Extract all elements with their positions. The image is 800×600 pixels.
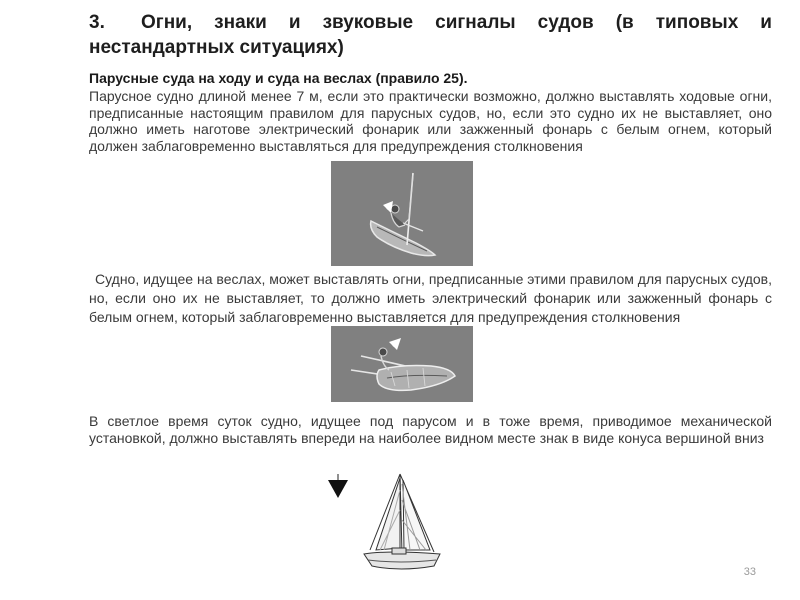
paragraph-rowing-boat: Судно, идущее на веслах, может выставлять огни, предписанные этими правилом для парусных судов, но, если оно их не выставляет, то должно иметь электрический фонарик или зажженный фонарь с белым огнем, который заблаговременно выставляется для предупреждения столкновения <box>89 271 772 325</box>
rule-subheading: Парусные суда на ходу и суда на веслах (правило 25). <box>89 70 468 86</box>
page-number: 33 <box>743 566 756 578</box>
slide-title <box>89 10 772 60</box>
cone-sign-icon <box>322 474 350 502</box>
rowing-boat-illustration <box>331 326 473 402</box>
section-number: 3. <box>89 12 105 33</box>
paragraph-small-sailboat: Парусное судно длиной менее 7 м, если это практически возможно, должно выставлять ходовые огни, предписанные настоящим правилом для парусных судов, но, если это судно их не выставляет, оно должно иметь наготове электрический фонарик или зажженный фонарь с белым огнем, который должен заблаговременно выставляться для предупреждения столкновения <box>89 88 772 154</box>
sailing-yacht-illustration <box>350 470 450 580</box>
section-heading: Огни, знаки и звуковые сигналы судов (в типовых и нестандартных ситуациях) <box>89 12 772 58</box>
paragraph-cone-signal: В светлое время суток судно, идущее под парусом и в тоже время, приводимое механической установкой, должно выставлять впереди на наиболее видном месте знак в виде конуса вершиной вниз <box>89 413 772 446</box>
small-sailboat-illustration <box>331 161 473 266</box>
